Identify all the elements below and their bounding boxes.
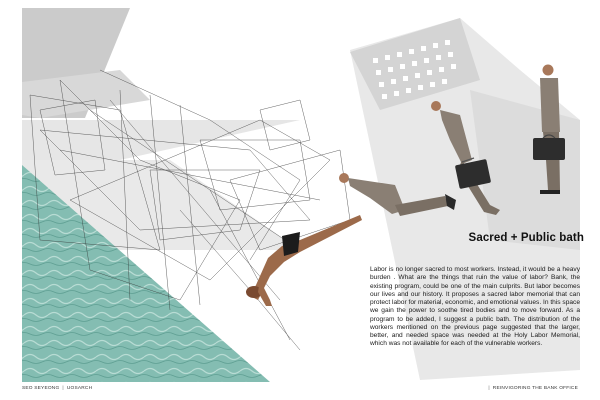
footer-left	[22, 386, 92, 391]
body-paragraph: Labor is no longer sacred to most workers. Instead, it would be a heavy burden . What are the things that ruin the value of labor? Bank, the existing program, could be one of the main culprits. But labor becomes our lives and our history. It proposes a sacred labor memorial that can protect labor for material, economic, and emotional values. In this space we gain the power to soothe tired bodies and to move forward. As a program to be added, I suggest a public bath. The distribution of the workers mentioned on the previous page suggested that the larger, better, and needed space was needed at the Holy Labor Memorial, which was not available for each of the vulnerable workers.	[370, 266, 581, 348]
footer-author: SEO SEYEONG	[22, 386, 60, 391]
footer-right	[485, 386, 578, 391]
footer-separator: |	[62, 386, 64, 391]
footer-org: UOSARCH	[66, 386, 93, 391]
footer-page-title: REINVIGORING THE BANK OFFICE	[492, 386, 578, 391]
section-title: Sacred + Public bath	[468, 232, 584, 244]
footer-separator-right: |	[488, 386, 490, 391]
